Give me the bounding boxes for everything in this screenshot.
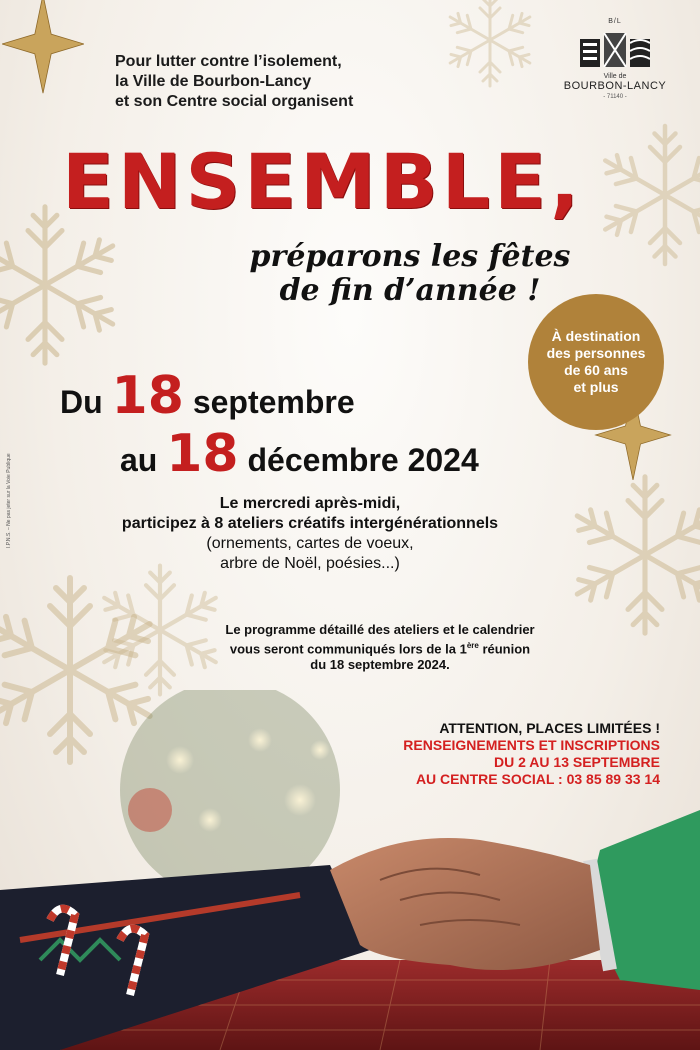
legal-note: I.P.N.S. – Ne pas jeter sur la Voie Publique [6, 453, 12, 548]
tagline-line: de fin d’année ! [279, 273, 541, 308]
logo-monogram: B/L [608, 18, 622, 25]
intro-line: la Ville de Bourbon-Lancy [115, 73, 312, 90]
snowflake-icon [560, 470, 700, 640]
badge-line: et plus [573, 379, 619, 395]
tagline [200, 240, 620, 308]
badge-line: À destination [551, 328, 641, 344]
program-superscript: ère [466, 641, 479, 650]
main-title: ENSEMBLE, [62, 137, 583, 226]
intro-line: Pour lutter contre l’isolement, [115, 53, 342, 70]
info-line: RENSEIGNEMENTS ET INSCRIPTIONS [403, 737, 660, 753]
date-prefix: Du [60, 384, 103, 420]
date-end [60, 424, 580, 486]
info-warning: ATTENTION, PLACES LIMITÉES ! [439, 720, 660, 736]
badge-line: de 60 ans [564, 362, 628, 378]
date-month: septembre [192, 384, 355, 420]
snowflake-icon [440, 0, 540, 90]
tagline-line: préparons les fêtes [249, 239, 571, 274]
date-range [60, 366, 580, 486]
logo-name: BOURBON-LANCY [563, 80, 667, 92]
intro-text [115, 52, 415, 112]
date-day: 18 [111, 366, 184, 426]
star-icon [2, 0, 84, 94]
badge-line: des personnes [546, 345, 646, 361]
date-month: décembre 2024 [247, 442, 479, 478]
workshops-line: (ornements, cartes de voeux, [206, 535, 414, 552]
workshops-description [40, 494, 580, 574]
logo-zip: - 71140 - [603, 94, 627, 100]
program-note [180, 622, 580, 673]
city-logo [560, 18, 670, 100]
logo-prefix: Ville de [603, 73, 627, 80]
program-line: Le programme détaillé des ateliers et le calendrier [225, 622, 535, 637]
date-start [60, 366, 580, 428]
date-prefix: au [120, 442, 158, 478]
date-day: 18 [166, 424, 239, 484]
program-line [180, 638, 580, 657]
intro-line: et son Centre social organisent [115, 93, 354, 110]
info-line: DU 2 AU 13 SEPTEMBRE [494, 754, 660, 770]
workshops-line: participez à 8 ateliers créatifs intergénérationnels [121, 515, 499, 532]
workshops-line: Le mercredi après-midi, [219, 495, 401, 512]
info-phone: AU CENTRE SOCIAL : 03 85 89 33 14 [415, 771, 660, 787]
workshops-line: arbre de Noël, poésies...) [220, 555, 400, 572]
program-line: du 18 septembre 2024. [310, 657, 450, 673]
holding-hands-photo [0, 690, 700, 1050]
program-text: vous seront communiqués lors de la 1 [229, 641, 467, 657]
program-text: réunion [478, 641, 531, 657]
logo-emblem-icon [580, 33, 650, 67]
